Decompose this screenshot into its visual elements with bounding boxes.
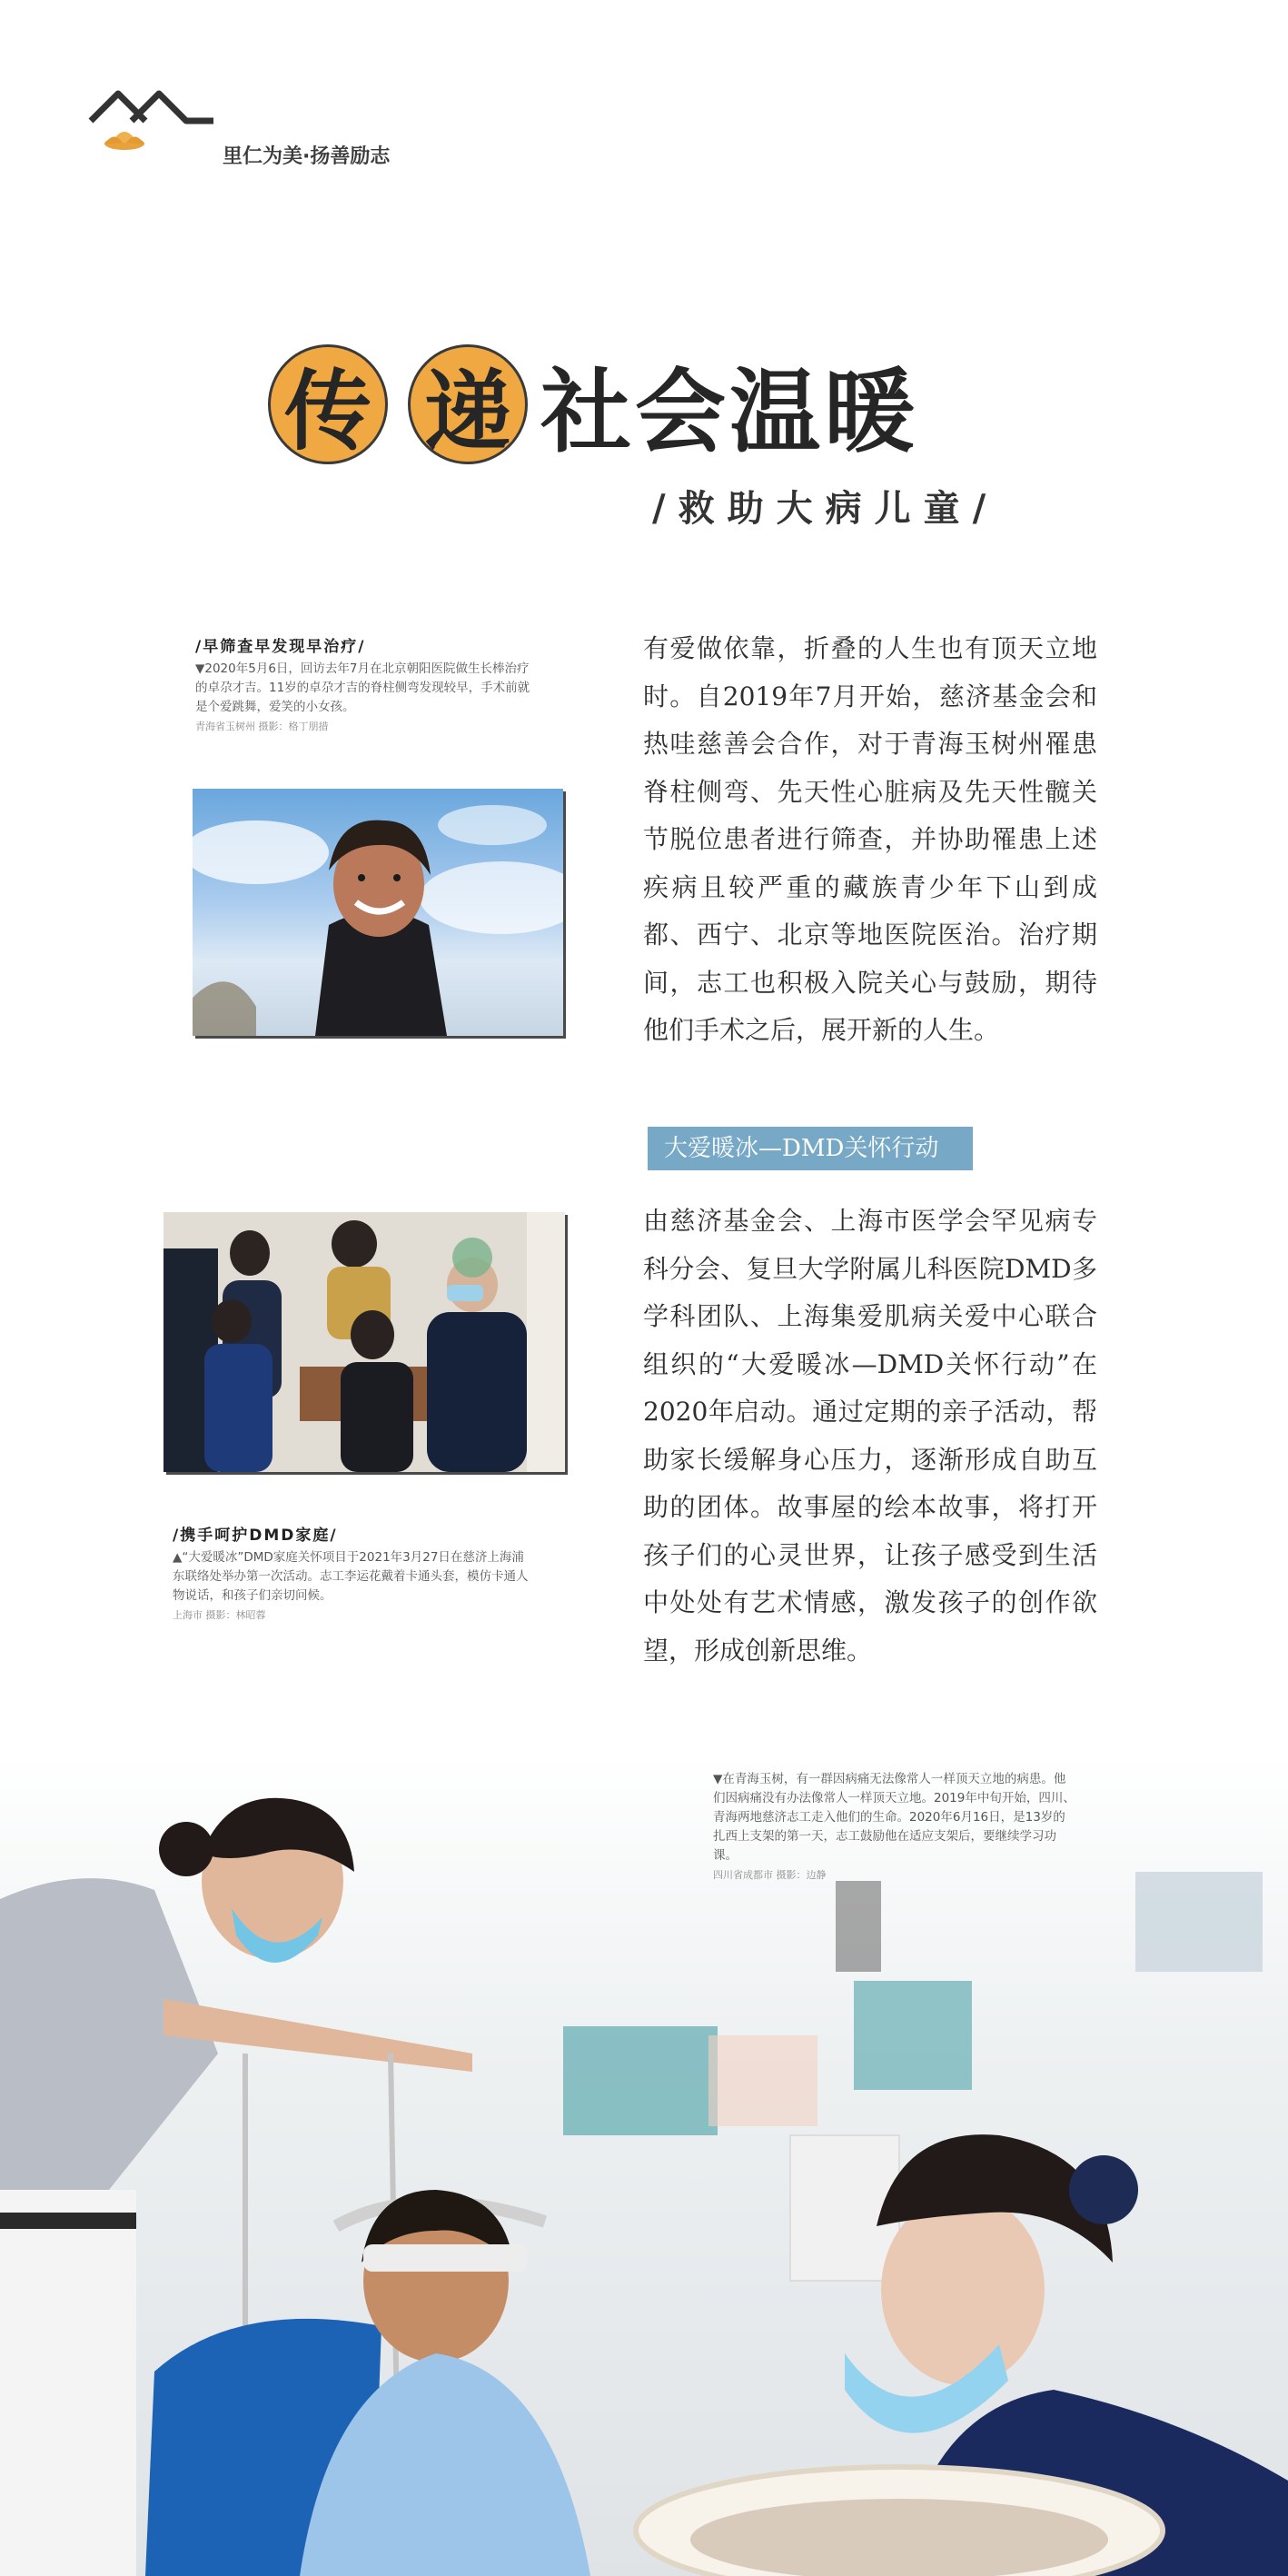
photo3-caption-source: 四川省成都市 摄影：边静	[713, 1869, 827, 1881]
lotus-icon	[104, 132, 144, 150]
photo1-caption-text: ▼2020年5月6日，回访去年7月在北京朝阳医院做生长棒治疗的卓尕才吉。11岁的卓尕才吉的脊柱侧弯发现较早，手术前就是个爱跳舞，爱笑的小女孩。	[195, 661, 530, 714]
section-tag-dmd: 大爱暖冰—DMD关怀行动	[648, 1127, 973, 1170]
body-paragraph-2: 由慈济基金会、上海市医学会罕见病专科分会、复旦大学附属儿科医院DMD多学科团队、上海集爱肌病关爱中心联合组织的“大爱暖冰—DMD关怀行动”在2020年启动。通过定期的亲子活动，帮助家长缓解身心压力，逐渐形成自助互助的团体。故事屋的绘本故事，将打开孩子们的心灵世界，让孩子感受到生活中处处有艺术情感，激发孩子的创作欲望，形成创新思维。	[643, 1206, 1097, 1666]
logo-slogan: 里仁为美·扬善励志	[223, 145, 391, 168]
title-circle-char-1: 传	[268, 344, 388, 464]
photo3-caption-text: ▼在青海玉树，有一群因病痛无法像常人一样顶天立地的病患。他们因病痛没有办法像常人一样顶天立地。2019年中旬开始，四川、青海两地慈济志工走入他们的生命。2020年6月16日，是13岁的扎西上支架的第一天，志工鼓励他在适应支架后，要继续学习功课。	[713, 1772, 1075, 1863]
page-title	[268, 336, 918, 472]
photo1-caption	[195, 633, 540, 735]
photo3-caption	[713, 1770, 1076, 1884]
photo2-caption-heading: /携手呵护DMD家庭/	[173, 1527, 338, 1545]
page-subtitle: /救助大病儿童/	[652, 487, 999, 530]
body-paragraph-1: 有爱做依靠，折叠的人生也有顶天立地时。自2019年7月开始，慈济基金会和热哇慈善会合作，对于青海玉树州罹患脊柱侧弯、先天性心脏病及先天性髋关节脱位患者进行筛查，并协助罹患上述疾病且较严重的藏族青少年下山到成都、西宁、北京等地医院医治。治疗期间，志工也积极入院关心与鼓励，期待他们手术之后，展开新的人生。	[643, 633, 1097, 1045]
title-text: 社会温暖	[540, 358, 918, 465]
photo1-caption-heading: /早筛查早发现早治疗/	[195, 638, 366, 656]
title-circle-char-2: 递	[408, 344, 528, 464]
photo-smiling-girl	[193, 789, 563, 1036]
photo2-caption-text: ▲“大爱暖冰”DMD家庭关怀项目于2021年3月27日在慈济上海浦东联络处举办第一次活动。志工李运花戴着卡通头套，模仿卡通人物说话，和孩子们亲切问候。	[173, 1550, 529, 1603]
logo	[86, 86, 413, 173]
photo2-caption	[173, 1522, 536, 1624]
photo-hospital-scene	[0, 1754, 1288, 2576]
photo-dmd-activity	[163, 1212, 565, 1472]
photo2-caption-source: 上海市 摄影：林昭蓉	[173, 1609, 266, 1621]
photo1-caption-source: 青海省玉树州 摄影：格丁朋措	[195, 721, 329, 732]
house-roof-icon	[86, 86, 232, 168]
